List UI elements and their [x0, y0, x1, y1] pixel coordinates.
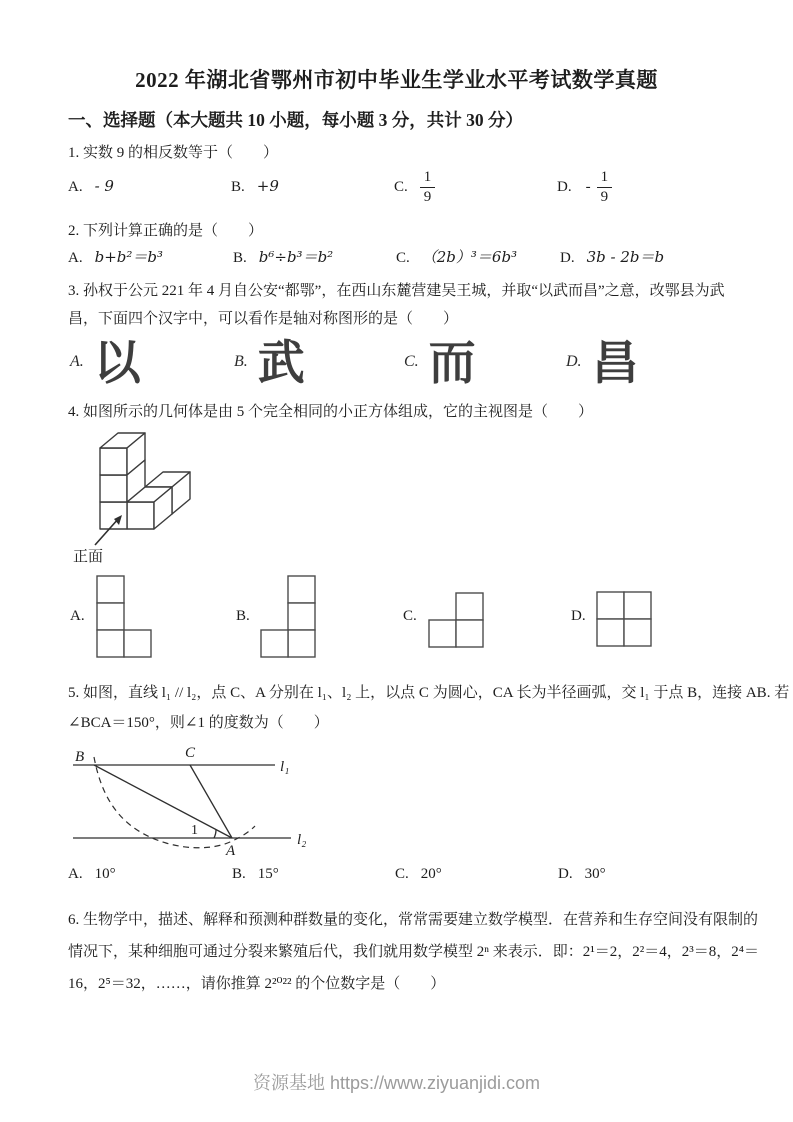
section-heading: 一、选择题（本大题共 10 小题，每小题 3 分，共计 30 分）	[68, 110, 523, 130]
q1-option-c-label: C.	[394, 178, 408, 195]
q5-option-b-label: B.	[232, 866, 246, 882]
q4-stem: 4. 如图所示的几何体是由 5 个完全相同的小正方体组成，它的主视图是（ ）	[68, 404, 594, 420]
q4-cube-figure	[70, 430, 240, 570]
q5-stem-line2: ∠BCA＝150°，则∠1 的度数为（ ）	[68, 715, 329, 731]
q3-option-a-character: 以	[93, 335, 141, 389]
q1-option-d-sign: -	[585, 178, 591, 195]
q3-option-d-character: 昌	[591, 335, 639, 389]
q4-option-c-shape	[428, 592, 484, 648]
fraction-denominator: 9	[423, 188, 432, 205]
q3-option-c-label: C.	[404, 353, 419, 370]
q5-option-d	[558, 866, 606, 883]
front-view-caption: 正面	[73, 549, 104, 565]
q1-option-a-value: - 9	[94, 177, 114, 195]
q1-option-b	[231, 177, 279, 196]
q1-option-d-label: D.	[557, 178, 572, 195]
q3-stem-line2: 昌，下面四个汉字中，可以看作是轴对称图形的是（ ）	[68, 311, 459, 327]
q2-option-d-expr: 3b - 2b＝b	[586, 248, 665, 266]
q5-option-a	[68, 866, 116, 883]
q4-option-d-shape	[596, 591, 652, 647]
q5-option-d-label: D.	[558, 866, 573, 882]
q1-option-c	[394, 162, 435, 212]
q4-option-b-shape	[260, 575, 316, 658]
q5-option-a-value: 10°	[94, 866, 116, 882]
q1-option-d-fraction	[597, 169, 613, 205]
q5-geometry-figure	[58, 738, 348, 863]
fraction-numerator: 1	[420, 169, 436, 188]
q2-option-b-label: B.	[233, 250, 247, 266]
q1-option-c-fraction	[420, 169, 436, 205]
q2-option-a-label: A.	[68, 250, 83, 266]
fraction-denominator: 9	[600, 188, 609, 205]
q6-stem-line3: 16，2⁵＝32，……，请你推算 2²⁰²² 的个位数字是（ ）	[68, 976, 446, 992]
q3-option-c-character: 而	[428, 335, 476, 389]
q2-option-c-label: C.	[396, 250, 410, 266]
q5-option-b	[232, 866, 279, 883]
q6-stem-line1: 6. 生物学中，描述、解释和预测种群数量的变化，常常需要建立数学模型．在营养和生存空间没有限制的	[68, 912, 759, 928]
footer-watermark: 资源基地 https://www.ziyuanjidi.com	[252, 1073, 541, 1093]
q1-option-b-value: +9	[256, 177, 279, 195]
line-l2-label: l₂	[297, 832, 307, 848]
q5-option-c-label: C.	[395, 866, 409, 882]
q3-stem-line1: 3. 孙权于公元 221 年 4 月自公安“都鄂”，在西山东麓营建吴王城，并取“以武而昌”之意，改鄂县为武	[68, 283, 725, 299]
q2-option-b	[233, 246, 333, 267]
page-title: 2022 年湖北省鄂州市初中毕业生学业水平考试数学真题	[135, 68, 658, 92]
q4-option-b-label: B.	[236, 608, 250, 624]
q3-option-b-label: B.	[234, 353, 248, 370]
q4-option-c-label: C.	[403, 608, 417, 624]
point-b-label: B	[75, 749, 85, 765]
fraction-numerator: 1	[597, 169, 613, 188]
q5-stem-line1: 5. 如图，直线 l₁ // l₂，点 C、A 分别在 l₁、l₂ 上，以点 C 为圆心，CA 长为半径画弧，交 l₁ 于点 B，连接 AB. 若	[68, 685, 790, 701]
q3-option-d-label: D.	[566, 353, 582, 370]
q2-stem: 2. 下列计算正确的是（ ）	[68, 223, 264, 239]
q3-option-b	[234, 334, 305, 390]
q5-option-d-value: 30°	[584, 866, 606, 882]
q1-option-d	[557, 162, 612, 212]
q4-option-a-label: A.	[70, 608, 85, 624]
q2-option-c	[396, 246, 517, 267]
q2-option-d-label: D.	[560, 250, 575, 266]
q3-option-d	[566, 334, 639, 390]
angle-1-label: 1	[191, 823, 198, 838]
point-a-label: A	[226, 843, 236, 859]
q5-option-b-value: 15°	[257, 866, 279, 882]
q1-option-a-label: A.	[68, 179, 83, 195]
point-c-label: C	[185, 745, 196, 761]
q3-option-c	[404, 334, 476, 390]
q2-option-c-expr: （2b）³＝6b³	[421, 248, 518, 266]
q4-option-a-shape	[96, 575, 152, 658]
q3-option-a-label: A.	[70, 353, 84, 370]
q5-option-a-label: A.	[68, 866, 83, 882]
q4-option-d-label: D.	[571, 608, 586, 624]
q2-option-b-expr: b⁶÷b³＝b²	[258, 248, 334, 266]
q1-stem: 1. 实数 9 的相反数等于（ ）	[68, 145, 279, 161]
q6-stem-line2: 情况下，某种细胞可通过分裂来繁殖后代，我们就用数学模型 2ⁿ 来表示．即：2¹＝2，2²＝4，2³＝8，2⁴＝	[68, 944, 759, 960]
q3-option-a	[70, 334, 141, 390]
q5-option-c-value: 20°	[420, 866, 442, 882]
q2-option-a	[68, 246, 163, 267]
q2-option-d	[560, 246, 664, 267]
q2-option-a-expr: b+b²＝b³	[94, 248, 163, 266]
line-l1-label: l₁	[280, 759, 290, 775]
q3-option-b-character: 武	[257, 335, 305, 389]
q1-option-b-label: B.	[231, 179, 245, 195]
q1-option-a	[68, 177, 114, 196]
q5-option-c	[395, 866, 442, 883]
